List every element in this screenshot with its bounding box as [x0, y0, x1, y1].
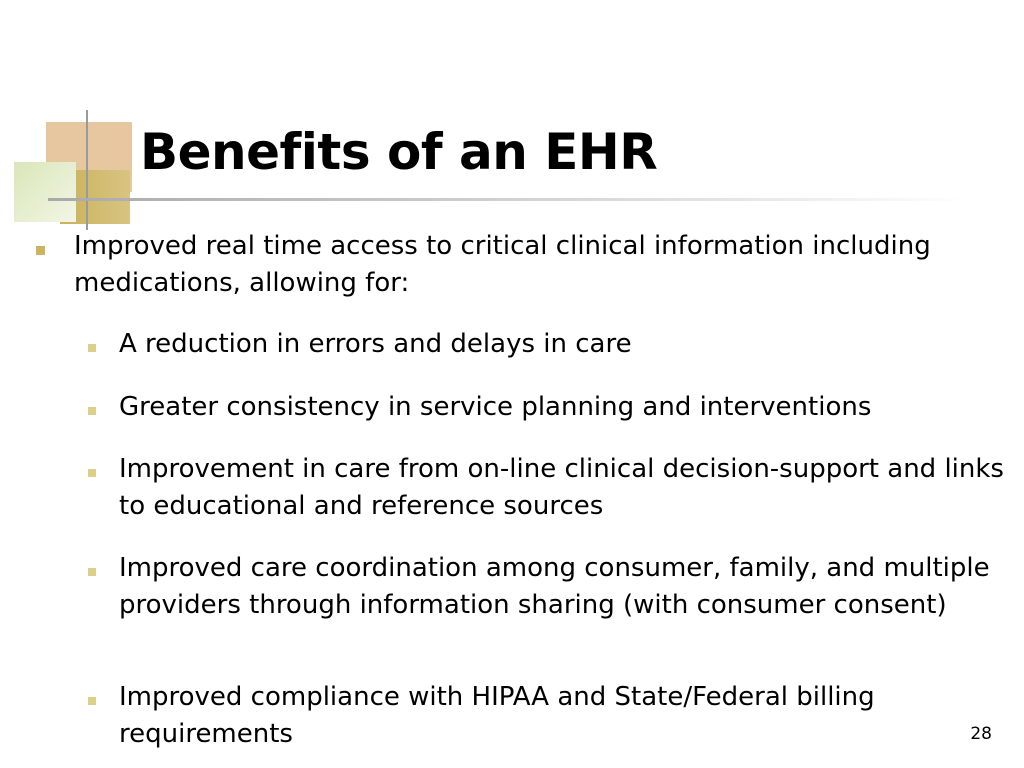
title-underline [48, 198, 968, 201]
slide-title: Benefits of an EHR [140, 123, 658, 181]
sub-bullet [119, 326, 1004, 363]
sub-bullet-marker [88, 407, 96, 415]
sub-bullet [119, 451, 1004, 525]
sub-bullet-marker [88, 469, 96, 477]
main-bullet [74, 228, 974, 302]
sub-bullet [119, 389, 1004, 426]
sub-bullet-marker [88, 344, 96, 352]
decorative-corner-squares [0, 100, 150, 240]
deco-vertical-line [86, 110, 88, 230]
deco-green-square [14, 162, 76, 222]
sub-bullet-marker [88, 568, 96, 576]
main-bullet-text: Improved real time access to critical clinical information including medications, allowing for: [74, 231, 931, 298]
sub-bullet-text: Improved care coordination among consumer, family, and multiple providers through information sharing (with consumer consent) [119, 553, 990, 620]
sub-bullet [119, 550, 1004, 624]
sub-bullet [119, 679, 1004, 753]
sub-bullet-text: Greater consistency in service planning and interventions [119, 392, 872, 422]
sub-bullet-text: Improved compliance with HIPAA and State/Federal billing requirements [119, 682, 875, 749]
sub-bullet-marker [88, 697, 96, 705]
page-number: 28 [970, 724, 992, 744]
bullet-marker [36, 246, 45, 255]
sub-bullet-text: Improvement in care from on-line clinical decision-support and links to educational and reference sources [119, 454, 1004, 521]
sub-bullet-text: A reduction in errors and delays in care [119, 329, 632, 359]
